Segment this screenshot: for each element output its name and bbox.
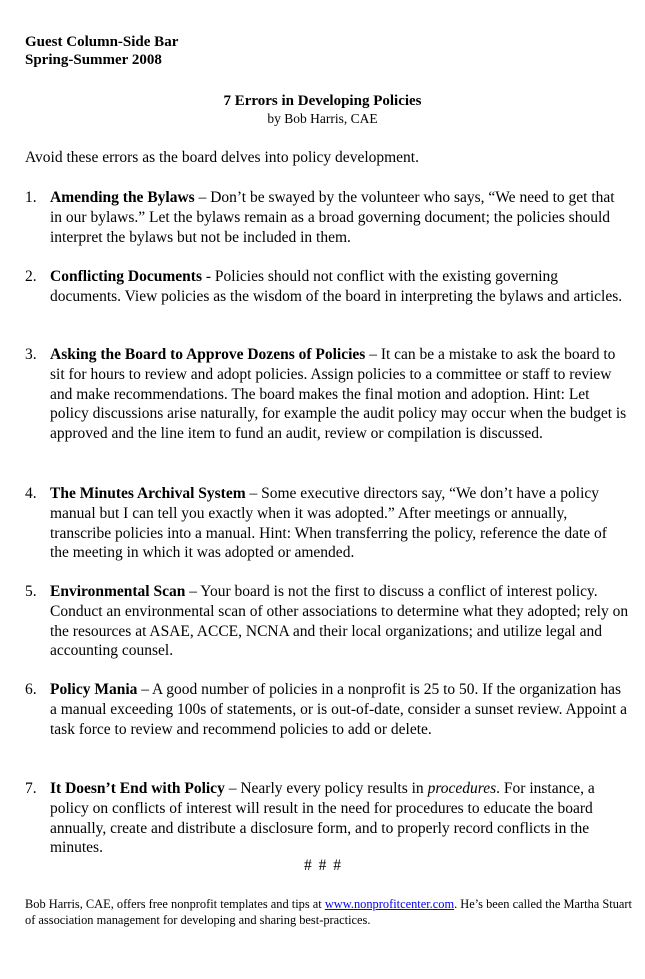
article-byline: by Bob Harris, CAE (267, 111, 378, 126)
item-number: 5. (25, 583, 37, 600)
footer-text: Bob Harris, CAE, offers free nonprofit templates and tips at (25, 897, 325, 911)
item-heading: Environmental Scan (50, 583, 186, 600)
item-text: – Some executive directors say, “We don’t have a policy manual but I can tell you exactly when it was adopted.” After meetings or annually, transcribe policies into a manual. Hint: When transferring the policy, reference the date of the meeting in which it was adopted or amended. (50, 485, 607, 562)
list-item (25, 188, 629, 247)
item-number: 4. (25, 485, 37, 502)
item-text: – Nearly every policy results in (224, 780, 428, 797)
list-item (25, 345, 629, 444)
item-text: . For instance, a policy on conflicts of interest will result in the need for procedures to educate the board annually, create and distribute a disclosure form, and to properly record conflicts in the minutes. (50, 780, 595, 857)
item-heading: The Minutes Archival System (50, 485, 246, 502)
item-number: 2. (25, 268, 37, 285)
item-heading: Conflicting Documents (50, 268, 202, 285)
issue-label: Spring-Summer 2008 (25, 52, 162, 68)
item-text: – A good number of policies in a nonprofit is 25 to 50. If the organization has a manual exceeding 100s of statements, or is out-of-date, consider a sunset review. Appoint a task force to review and recommend policies to add or delete. (50, 681, 628, 738)
author-footer (25, 896, 635, 928)
item-emphasis: procedures (427, 780, 497, 797)
item-heading: Policy Mania (50, 681, 138, 698)
item-body (50, 680, 629, 739)
list-item (25, 267, 629, 307)
item-body (50, 582, 629, 661)
intro-paragraph: Avoid these errors as the board delves into policy development. (25, 149, 419, 166)
footer-text: . He’s been called the Martha Stuart of association management for developing and sharing best-practices. (25, 897, 632, 927)
list-item (25, 582, 629, 661)
item-heading: Amending the Bylaws (50, 189, 195, 206)
item-number: 7. (25, 780, 37, 797)
list-item (25, 484, 629, 563)
item-text: – Don’t be swayed by the volunteer who says, “We need to get that in our bylaws.” Let the bylaws remain as a broad governing document; the policies should interpret the bylaws but not be included in them. (50, 189, 615, 246)
column-label: Guest Column-Side Bar (25, 34, 179, 50)
item-body (50, 484, 629, 563)
item-number: 3. (25, 346, 37, 363)
item-text: - Policies should not conflict with the existing governing documents. View policies as the wisdom of the board in interpreting the bylaws and articles. (50, 268, 623, 305)
item-text: – Your board is not the first to discuss a conflict of interest policy. Conduct an environmental scan of other associations to determine what they adopted; rely on the resources at ASAE, ACCE, NCNA and their local organizations; and utilize legal and accounting counsel. (50, 583, 629, 660)
item-heading: Asking the Board to Approve Dozens of Policies (50, 346, 366, 363)
list-item (25, 779, 629, 858)
end-mark: # # # (304, 857, 341, 874)
item-text: – It can be a mistake to ask the board to sit for hours to review and adopt policies. Assign policies to a committee or staff to review and make recommendations. The board makes the final motion and adoption. Hint: Let policy discussions arise naturally, for example the audit policy may occur when the budget is approved and the line item to fund an audit, review or compilation is discussed. (50, 346, 627, 443)
column-header (25, 33, 178, 69)
item-number: 1. (25, 189, 37, 206)
item-body (50, 779, 629, 858)
item-body (50, 345, 629, 444)
title-block (0, 92, 645, 127)
item-heading: It Doesn’t End with Policy (50, 780, 225, 797)
item-body (50, 188, 629, 247)
item-body (50, 267, 629, 307)
website-link[interactable]: www.nonprofitcenter.com (324, 897, 455, 911)
item-number: 6. (25, 681, 37, 698)
list-item (25, 680, 629, 739)
article-title: 7 Errors in Developing Policies (223, 93, 422, 109)
